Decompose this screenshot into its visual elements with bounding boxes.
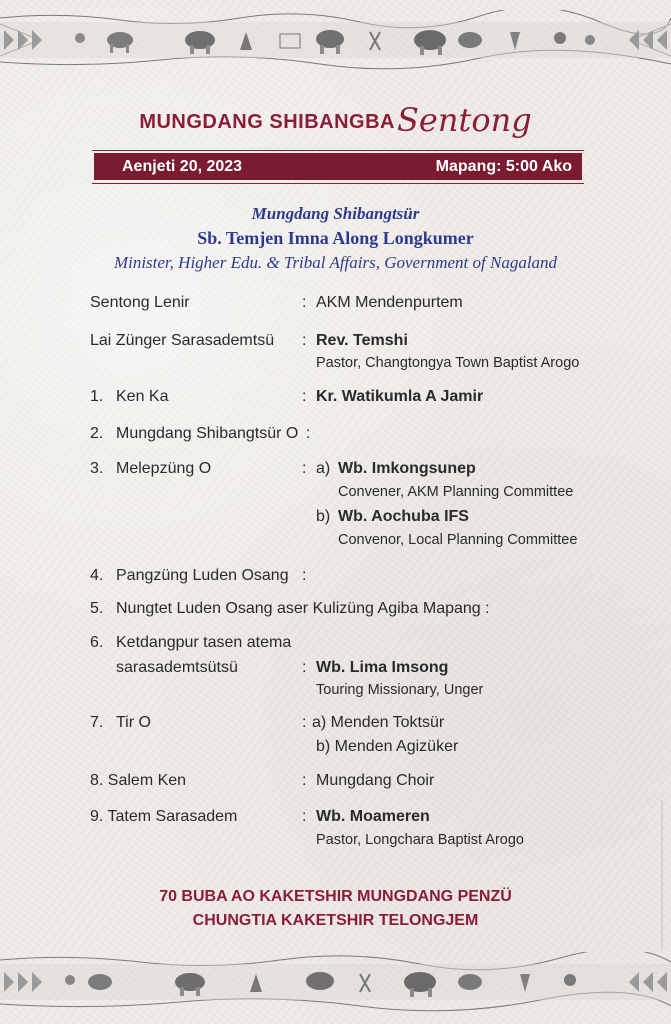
row-colon: : bbox=[302, 808, 307, 825]
row-colon: : bbox=[306, 425, 311, 442]
row-detail: Pastor, Longchara Baptist Arogo bbox=[316, 832, 524, 848]
row-colon: : bbox=[302, 567, 307, 584]
row-number: 5. bbox=[90, 600, 104, 617]
guest-name: Sb. Temjen Imna Along Longkumer bbox=[197, 228, 474, 248]
tribal-motif-band-top bbox=[0, 10, 671, 70]
row-value: Rev. Temshi bbox=[316, 332, 408, 349]
date-time-bar bbox=[94, 153, 582, 180]
row-value: Kr. Watikumla A Jamir bbox=[316, 388, 484, 405]
row-value-a: a) Menden Toktsür bbox=[312, 714, 445, 731]
event-time: Mapang: 5:00 Ako bbox=[435, 157, 572, 175]
row-value: AKM Mendenpurtem bbox=[316, 294, 463, 311]
tribal-motif-band-bottom bbox=[0, 952, 671, 1012]
row-number: 2. bbox=[90, 425, 104, 442]
row-colon: : bbox=[302, 388, 307, 405]
row-number: 3. bbox=[90, 460, 104, 477]
row-label: sarasademtsütsü bbox=[116, 659, 238, 676]
divider-top bbox=[92, 150, 584, 151]
row-label: 9. Tatem Sarasadem bbox=[90, 808, 238, 825]
row-number: 6. bbox=[90, 634, 104, 651]
row-label: Melepzüng O bbox=[116, 460, 212, 477]
row-colon: : bbox=[302, 714, 307, 731]
row-prefix-b: b) bbox=[316, 508, 331, 525]
guest-role: Mungdang Shibangtsür bbox=[251, 204, 420, 223]
event-date: Aenjeti 20, 2023 bbox=[122, 157, 243, 175]
edge-mark bbox=[661, 800, 663, 950]
row-label: Sentong Lenir bbox=[90, 294, 190, 311]
row-label: Lai Zünger Sarasademtsü bbox=[90, 332, 275, 349]
footer-line-2: CHUNGTIA KAKETSHIR TELONGJEM bbox=[192, 912, 479, 929]
guest-designation: Minister, Higher Edu. & Tribal Affairs, Government of Nagaland bbox=[113, 253, 558, 272]
row-number: 1. bbox=[90, 388, 104, 405]
row-detail-a: Convener, AKM Planning Committee bbox=[338, 484, 574, 500]
row-detail-b: Convenor, Local Planning Committee bbox=[338, 532, 578, 548]
row-value: Mungdang Choir bbox=[316, 772, 435, 789]
row-label: Nungtet Luden Osang aser Kulizüng Agiba Mapang : bbox=[116, 600, 490, 617]
row-number: 7. bbox=[90, 714, 104, 731]
row-colon: : bbox=[302, 294, 307, 311]
row-colon: : bbox=[302, 460, 307, 477]
row-prefix-a: a) bbox=[316, 460, 331, 477]
row-detail: Touring Missionary, Unger bbox=[316, 682, 484, 698]
row-label: Ken Ka bbox=[116, 388, 169, 405]
title-main: MUNGDANG SHIBANGBA bbox=[139, 111, 395, 133]
row-value-b: b) Menden Agizüker bbox=[316, 738, 459, 755]
divider-bottom bbox=[92, 183, 584, 184]
row-label: Pangzüng Luden Osang bbox=[116, 567, 289, 584]
row-label: 8. Salem Ken bbox=[90, 772, 187, 789]
row-colon: : bbox=[302, 659, 307, 676]
footer-line-1: 70 BUBA AO KAKETSHIR MUNGDANG PENZÜ bbox=[159, 888, 512, 905]
row-label: Mungdang Shibangtsür O bbox=[116, 425, 299, 442]
title-script: Sentong bbox=[396, 101, 532, 139]
row-detail: Pastor, Changtongya Town Baptist Arogo bbox=[316, 355, 580, 371]
row-colon: : bbox=[302, 772, 307, 789]
row-value-b: Wb. Aochuba IFS bbox=[338, 508, 469, 525]
row-colon: : bbox=[302, 332, 307, 349]
row-label: Tir O bbox=[116, 714, 151, 731]
row-value-a: Wb. Imkongsunep bbox=[338, 460, 476, 477]
row-value: Wb. Moameren bbox=[316, 808, 430, 825]
row-value: Wb. Lima Imsong bbox=[316, 659, 449, 676]
row-label: Ketdangpur tasen atema bbox=[116, 634, 292, 651]
row-number: 4. bbox=[90, 567, 104, 584]
event-title bbox=[0, 92, 671, 139]
